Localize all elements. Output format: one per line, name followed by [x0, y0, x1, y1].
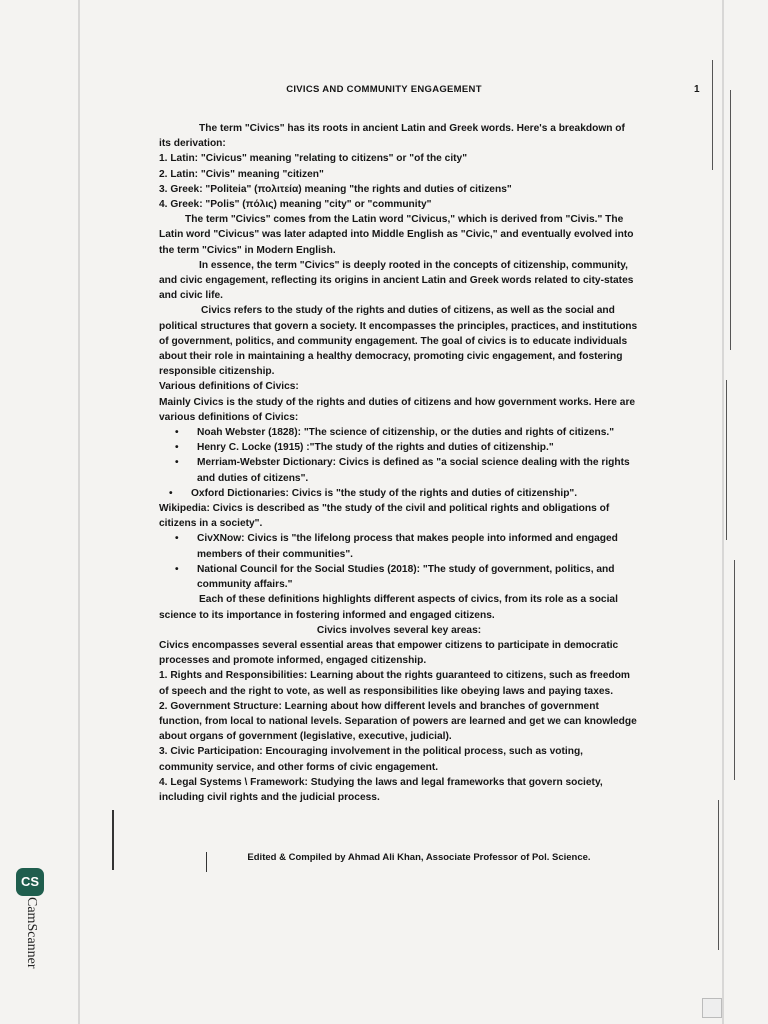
civics-definition-paragraph: Civics refers to the study of the rights and duties of citizens, as well as the social and political structures that govern a society. It encompasses the principles, practices, and institutions of government, politics, and community engagement. The goal of civics is to educate individuals about their role in maintaining a healthy democracy, promoting civic engagement, and fostering responsible citizenship. — [159, 305, 638, 378]
definition-source: National Council for the Social Studies (2018): — [197, 563, 421, 575]
definition-source: Noah Webster (1828): — [197, 427, 301, 439]
list-item — [197, 440, 639, 455]
definition-text: "The study of government, politics, and community affairs." — [197, 563, 615, 591]
key-areas-heading: Civics involves several key areas: — [316, 624, 482, 636]
footer-credit: Edited & Compiled by Ahmad Ali Khan, Associate Professor of Pol. Science. — [247, 852, 591, 863]
scan-stamp-icon — [702, 998, 722, 1018]
scan-noise — [712, 60, 713, 170]
key-area-item: 3. Civic Participation: Encouraging involvement in the political process, such as voting, community service, and other forms of civic engagement. — [159, 746, 584, 773]
definitions-list — [159, 425, 639, 501]
scan-edge-left — [78, 0, 80, 1024]
key-area-item: 4. Legal Systems \ Framework: Studying the laws and legal frameworks that govern society, including civil rights and the judicial process. — [159, 776, 603, 803]
derivation-item: 3. Greek: "Politeia" (πολιτεία) meaning "the rights and duties of citizens" — [159, 183, 512, 195]
key-area-item: 1. Rights and Responsibilities: Learning about the rights guaranteed to citizens, such as freedom of speech and the right to vote, as well as responsibilities like obeying laws and paying taxes. — [159, 670, 630, 697]
list-item — [197, 455, 639, 485]
camscanner-label: CamScanner — [24, 897, 39, 969]
definition-text: :"The study of the rights and duties of citizenship." — [303, 442, 554, 454]
origin-paragraph: The term "Civics" comes from the Latin word "Civicus," which is derived from "Civis." The Latin word "Civicus" was later adapted into Middle English as "Civic," and eventually evolved into the term "Civics" in Modern English. — [159, 214, 634, 256]
definition-source: Henry C. Locke (1915) — [197, 442, 304, 454]
definition-text: "The science of citizenship, or the duties and rights of citizens." — [300, 427, 615, 439]
definition-source: Merriam-Webster Dictionary: — [197, 457, 337, 469]
definitions-closing: Each of these definitions highlights different aspects of civics, from its role as a social science to its importance in fostering informed and engaged citizens. — [159, 594, 618, 621]
scan-noise — [726, 380, 727, 540]
scan-noise — [730, 90, 731, 350]
definition-text: Civics is "the study of the rights and duties of citizenship". — [288, 487, 578, 499]
scan-edge-right — [722, 0, 724, 1024]
definition-text: Civics is "the lifelong process that makes people into informed and engaged members of their communities". — [197, 533, 618, 560]
definition-source: CivXNow: — [197, 533, 245, 545]
definitions-lead: Mainly Civics is the study of the rights and duties of citizens and how government works. Here are various definitions of Civics: — [159, 396, 636, 423]
list-item — [197, 562, 639, 592]
definitions-heading: Various definitions of Civics: — [159, 381, 299, 393]
key-area-item: 2. Government Structure: Learning about how different levels and branches of government function, from local to national levels. Separation of powers are learned and get we can knowledge about organs of government (legislative, executive, judicial). — [159, 700, 637, 743]
list-item — [197, 531, 639, 561]
derivation-item: 2. Latin: "Civis" meaning "citizen" — [159, 168, 324, 180]
derivation-item: 1. Latin: "Civicus" meaning "relating to citizens" or "of the city" — [159, 153, 468, 165]
camscanner-watermark — [14, 868, 50, 988]
definition-text: Civics is defined as "a social science dealing with the rights and duties of citizens". — [197, 457, 630, 484]
wikipedia-definition: Wikipedia: Civics is described as "the study of the civil and political rights and obligations of citizens in a society". — [159, 503, 610, 530]
scan-noise — [734, 560, 735, 780]
intro-paragraph: The term "Civics" has its roots in ancient Latin and Greek words. Here's a breakdown of its derivation: — [159, 123, 625, 150]
document-body — [159, 121, 639, 805]
list-item — [191, 486, 639, 501]
definition-source: Oxford Dictionaries: — [191, 487, 289, 499]
page-number: 1 — [694, 84, 700, 95]
derivation-item: 4. Greek: "Polis" (πόλις) meaning "city" or "community" — [159, 199, 432, 211]
definitions-list — [159, 531, 639, 592]
key-areas-lead: Civics encompasses several essential areas that empower citizens to participate in democratic processes and promote informed, engaged citizenship. — [159, 639, 619, 667]
page-title: CIVICS AND COMMUNITY ENGAGEMENT — [286, 84, 482, 95]
scan-noise — [718, 800, 719, 950]
camscanner-logo-icon: CS — [16, 868, 44, 896]
list-item — [197, 425, 639, 440]
essence-paragraph: In essence, the term "Civics" is deeply rooted in the concepts of citizenship, community, and civic engagement, reflecting its origins in ancient Latin and Greek words related to city-states and civic life. — [159, 259, 634, 302]
